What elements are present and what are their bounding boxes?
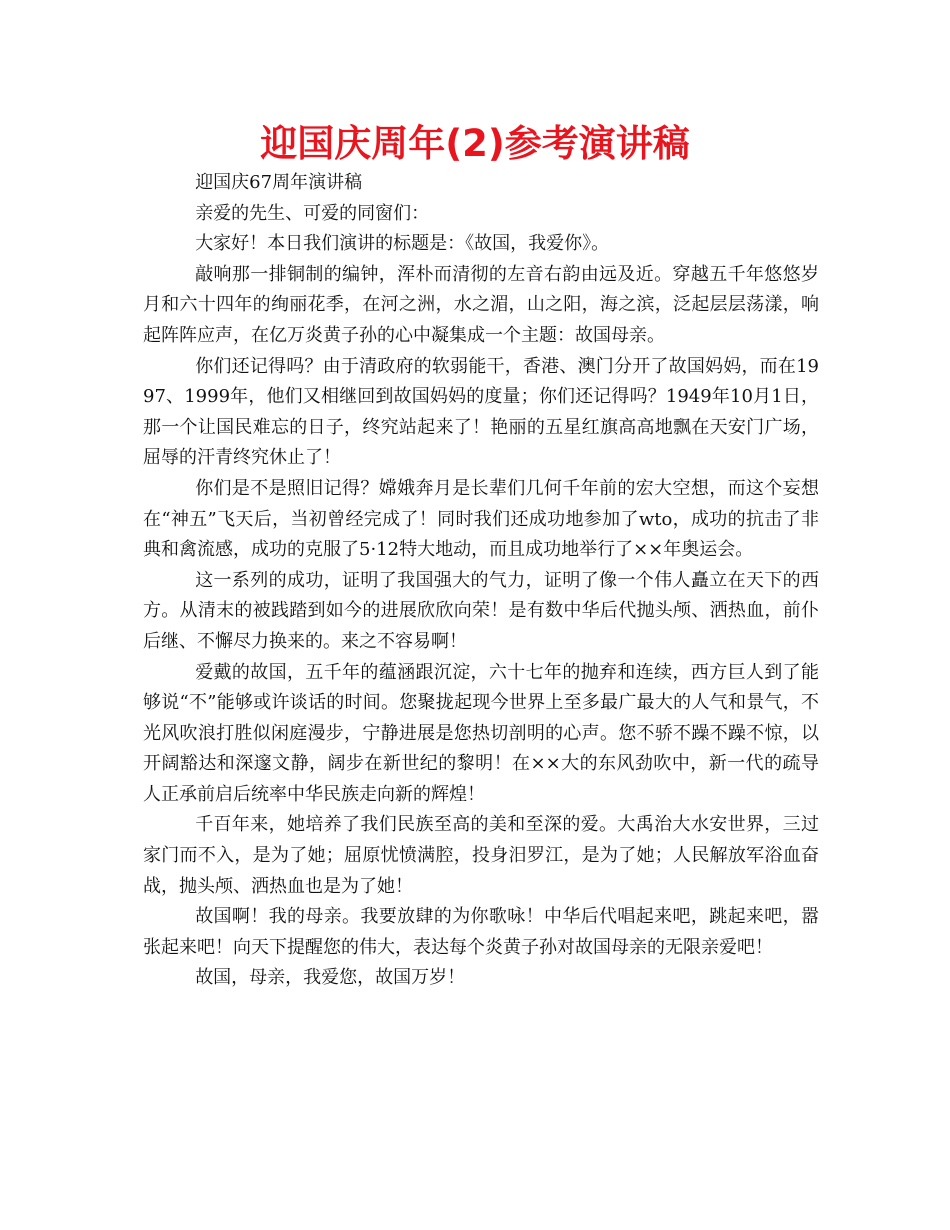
paragraph-7: 这一系列的成功，证明了我国强大的气力，证明了像一个伟人矗立在天下的西方。从清末的被践踏到如今的进展欣欣向荣！是有数中华后代抛头颅、洒热血，前仆后继、不懈尽力换来的。来之不容易啊！ [143,569,819,652]
paragraph-4: 敲响那一排铜制的编钟，浑朴而清彻的左音右韵由远及近。穿越五千年悠悠岁月和六十四年的绚丽花季，在河之洲，水之湄，山之阳，海之滨，泛起层层荡漾，响起阵阵应声，在亿万炎黄子孙的心中凝集成一个主题：故国母亲。 [143,263,819,346]
paragraph-5: 你们还记得吗？由于清政府的软弱能干，香港、澳门分开了故国妈妈，而在1997、1999年，他们又相继回到故国妈妈的度量；你们还记得吗？1949年10月1日，那一个让国民难忘的日子，终究站起来了！艳丽的五星红旗高高地飘在天安门广场，屈辱的汗青终究休止了！ [143,355,819,469]
document-title: 迎国庆周年(2)参考演讲稿 [260,122,690,165]
paragraph-6: 你们是不是照旧记得？嫦娥奔月是长辈们几何千年前的宏大空想，而这个妄想在“神五”飞天后，当初曾经完成了！同时我们还成功地参加了wto，成功的抗击了非典和禽流感，成功的克服了5·12特大地动，而且成功地举行了××年奥运会。 [143,477,819,561]
paragraph-8: 爱戴的故国，五千年的蕴涵跟沉淀，六十七年的抛弃和连续，西方巨人到了能够说“不”能够或许谈话的时间。您聚拢起现今世界上至多最广最大的人气和景气，不光风吹浪打胜似闲庭漫步，宁静进展是您热切剖明的心声。您不骄不躁不躁不惊，以开阔豁达和深邃文静，阔步在新世纪的黎明！在××大的东风劲吹中，新一代的疏导人正承前启后统率中华民族走向新的辉煌！ [143,661,819,805]
document-body [143,168,819,994]
paragraph-1: 迎国庆67周年演讲稿 [195,172,363,193]
paragraph-10: 故国啊！我的母亲。我要放肆的为你歌咏！中华后代唱起来吧，跳起来吧，嚣张起来吧！向天下提醒您的伟大，表达每个炎黄子孙对故国母亲的无限亲爱吧！ [143,906,819,958]
paragraph-2: 亲爱的先生、可爱的同窗们： [195,202,430,224]
paragraph-9: 千百年来，她培养了我们民族至高的美和至深的爱。大禹治大水安世界，三过家门而不入，是为了她；屈原忧愤满腔，投身汨罗江，是为了她；人民解放军浴血奋战，抛头颅、洒热血也是为了她！ [143,814,819,897]
paragraph-11: 故国，母亲，我爱您，故国万岁！ [195,967,466,989]
paragraph-3: 大家好！本日我们演讲的标题是：《故国，我爱你》。 [195,233,610,255]
